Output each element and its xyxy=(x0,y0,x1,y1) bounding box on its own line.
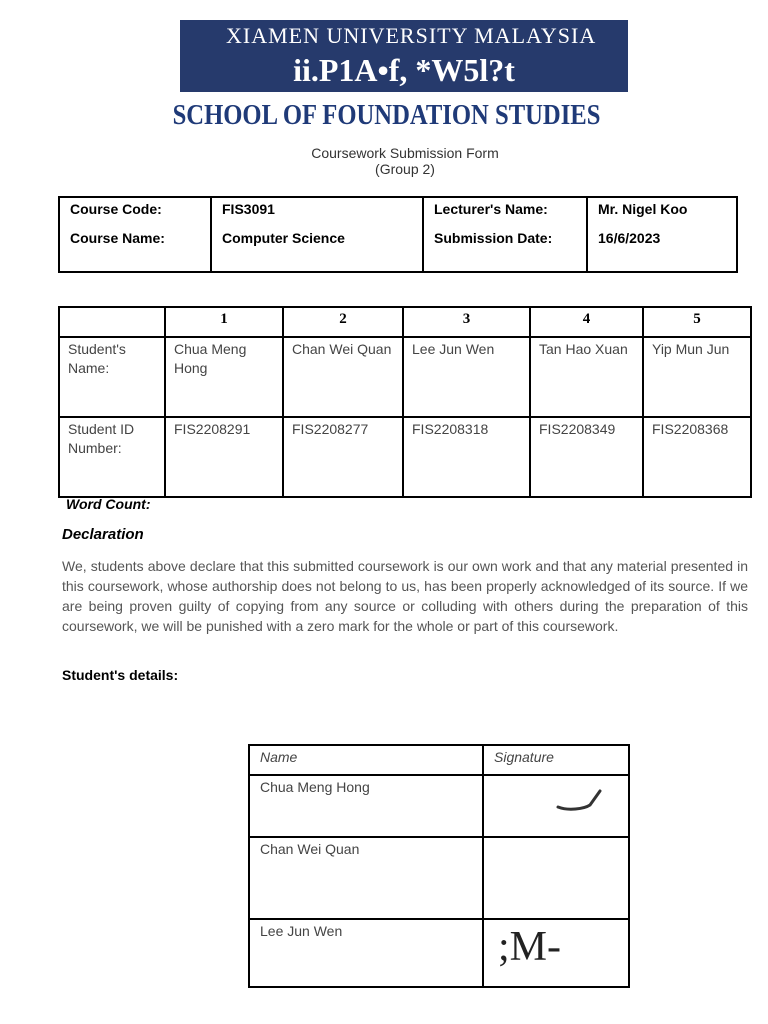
signature-header-row xyxy=(249,745,629,775)
signature-cell xyxy=(483,919,629,987)
corner-cell xyxy=(59,307,165,337)
form-title xyxy=(0,145,768,177)
submission-date-value: 16/6/2023 xyxy=(587,228,737,272)
group-label: (Group 2) xyxy=(375,161,435,177)
signature-table xyxy=(248,744,630,988)
student-name: Lee Jun Wen xyxy=(403,337,530,417)
student-name-row xyxy=(59,337,751,417)
signature-row xyxy=(249,837,629,919)
student-id: FIS2208277 xyxy=(283,417,403,497)
course-info-table xyxy=(58,196,738,273)
student-name: Chan Wei Quan xyxy=(283,337,403,417)
course-name-value: Computer Science xyxy=(211,228,423,272)
column-header: 2 xyxy=(283,307,403,337)
signer-name: Lee Jun Wen xyxy=(249,919,483,987)
student-name: Tan Hao Xuan xyxy=(530,337,643,417)
students-table xyxy=(58,306,752,498)
handwritten-signature-icon xyxy=(554,785,604,815)
student-name: Chua Meng Hong xyxy=(165,337,283,417)
name-column-header: Name xyxy=(249,745,483,775)
university-banner xyxy=(180,20,628,92)
signature-row xyxy=(249,919,629,987)
student-id-row xyxy=(59,417,751,497)
university-chinese-name: ii.P1A•f, *W5l?t xyxy=(293,52,515,88)
course-code-label: Course Code: xyxy=(59,197,211,228)
student-id-label: Student ID Number: xyxy=(59,417,165,497)
word-count-label: Word Count: xyxy=(66,496,151,512)
course-code-value: FIS3091 xyxy=(211,197,423,228)
student-name: Yip Mun Jun xyxy=(643,337,751,417)
student-id: FIS2208349 xyxy=(530,417,643,497)
students-details-label: Student's details: xyxy=(62,667,179,683)
student-name-label: Student's Name: xyxy=(59,337,165,417)
students-header-row xyxy=(59,307,751,337)
column-header: 1 xyxy=(165,307,283,337)
signature-column-header: Signature xyxy=(483,745,629,775)
column-header: 4 xyxy=(530,307,643,337)
signature-text: ;M- xyxy=(498,924,561,970)
signer-name: Chan Wei Quan xyxy=(249,837,483,919)
student-id: FIS2208318 xyxy=(403,417,530,497)
course-name-label: Course Name: xyxy=(59,228,211,272)
school-title: SCHOOL OF FOUNDATION STUDIES xyxy=(172,100,601,131)
declaration-text: We, students above declare that this submitted coursework is our own work and that any material presented in this coursework, whose authorship does not belong to us, has been properly acknowledged of its source. If we are being proven guilty of copying from any source or colluding with others during the preparation of this coursework, we will be punished with a zero mark for the whole or part of this coursework. xyxy=(62,558,748,634)
signature-row xyxy=(249,775,629,837)
student-id: FIS2208368 xyxy=(643,417,751,497)
declaration-heading: Declaration xyxy=(62,526,144,543)
signature-cell xyxy=(483,837,629,919)
signature-cell xyxy=(483,775,629,837)
university-name: XIAMEN UNIVERSITY MALAYSIA xyxy=(226,23,597,48)
lecturer-label: Lecturer's Name: xyxy=(423,197,587,228)
form-title-text: Coursework Submission Form xyxy=(311,145,499,161)
signer-name: Chua Meng Hong xyxy=(249,775,483,837)
lecturer-value: Mr. Nigel Koo xyxy=(587,197,737,228)
student-id: FIS2208291 xyxy=(165,417,283,497)
column-header: 3 xyxy=(403,307,530,337)
submission-date-label: Submission Date: xyxy=(423,228,587,272)
column-header: 5 xyxy=(643,307,751,337)
